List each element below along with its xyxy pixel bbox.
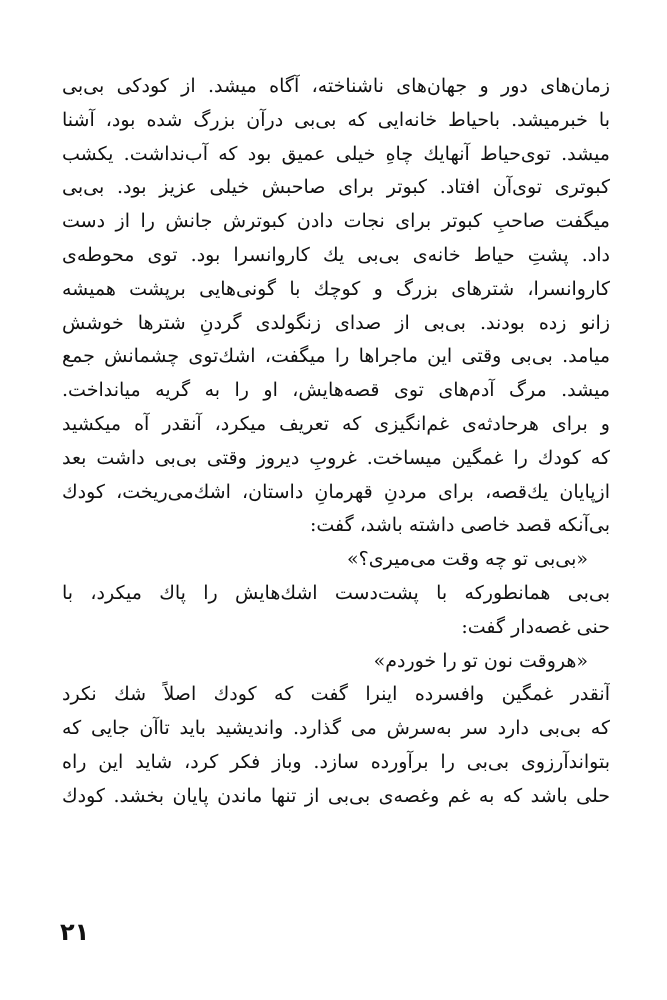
text-line: کبوتری توی‌آن افتاد. کبوتر برای صاحبش خیلی عزیز بود. بی‌بی <box>62 176 610 199</box>
text-line: آنقدر غمگین وافسرده اینرا گفت که کودك اصلاً شك نکرد <box>62 683 610 706</box>
text-line: میگفت صاحبِ کبوتر برای نجات دادن کبوترش جانش را از دست <box>62 210 610 233</box>
text-line: بی‌آنکه قصد خاصی داشته باشد، گفت: <box>309 514 610 537</box>
dialogue-line: «بی‌بی تو چه وقت می‌میری؟» <box>347 548 588 571</box>
text-line: بتواندآرزوی بی‌بی را برآورده سازد. وباز فکر کرد، شاید این راه <box>62 750 610 773</box>
text-line: حلی باشد که به غم وغصه‌ی بی‌بی از تنها ماندن پایان بخشد. کودك <box>62 784 610 807</box>
text-line: میامد. بی‌بی وقتی این ماجراها را میگفت، اشك‌توی چشمانش جمع <box>62 345 610 368</box>
text-line: و برای هرحادثه‌ی غم‌انگیزی که تعریف میکرد، آنقدر آه میکشید <box>62 412 610 435</box>
text-line: زمان‌های دور و جهان‌های ناشناخته، آگاه میشد. از کودکی بی‌بی <box>62 75 610 97</box>
text-line: بی‌بی همانطورکه با پشت‌دست اشك‌هایش را پاك میکرد، با <box>62 581 610 604</box>
text-line: کاروانسرا، شترهای بزرگ و کوچك با گونی‌هایی برپشت همیشه <box>62 277 610 300</box>
text-line: که کودك را غمگین میساخت. غروبِ دیروز وقتی بی‌بی داشت بعد <box>62 446 610 469</box>
text-line: زانو زده بودند. بی‌بی از صدای زنگولدی گردنِ شترها خوشش <box>62 311 610 334</box>
text-line: داد. پشتِ حیاط خانه‌ی بی‌بی یك کاروانسرا بود. توی محوطه‌ی <box>62 243 610 266</box>
text-line: ازپایان یك‌قصه، برای مردنِ قهرمانِ داستان، اشك‌می‌ریخت، کودك <box>62 480 610 503</box>
dialogue-line: «هروقت نون تو را خوردم» <box>373 649 588 672</box>
text-line: با خبرمیشد. باحیاط خانه‌ایی که بی‌بی درآن بزرگ شده بود، آشنا <box>62 108 610 131</box>
body-text <box>62 70 610 814</box>
text-line: میشد. مرگ آدم‌های توی قصه‌هایش، او را به گریه میانداخت. <box>62 379 610 402</box>
page-number: ۲۱ <box>60 918 90 946</box>
text-line: که بی‌بی دارد سر به‌سرش می گذارد. واندیشید باید تاآن جایی که <box>62 717 610 740</box>
text-line: حنی غصه‌دار گفت: <box>461 615 610 638</box>
text-line: میشد. توی‌حیاط آنهایك چاهِ خیلی عمیق بود که آب‌نداشت. یکشب <box>62 142 610 165</box>
